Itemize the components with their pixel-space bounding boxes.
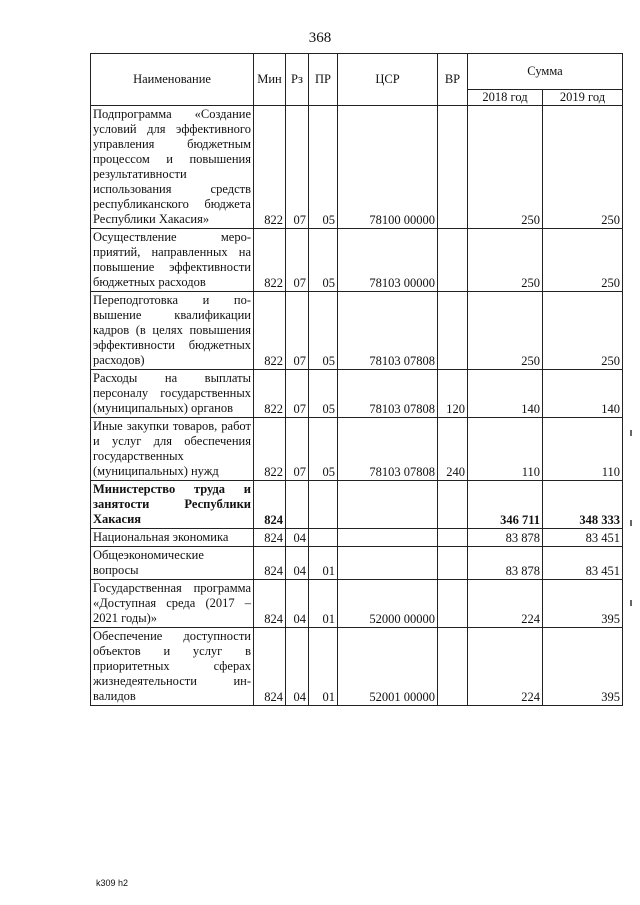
cell-vr: 240: [438, 418, 468, 481]
header-min: Мин: [254, 54, 286, 106]
cell-y2018: 83 878: [468, 547, 543, 580]
cell-y2019: 348 333: [543, 481, 623, 529]
table-header-row: [91, 54, 623, 90]
cell-y2018: 83 878: [468, 529, 543, 547]
cell-y2018: 110: [468, 418, 543, 481]
cell-pr: 01: [309, 547, 338, 580]
cell-y2019: 395: [543, 628, 623, 706]
budget-table: [90, 53, 623, 706]
cell-rz: 07: [286, 229, 309, 292]
header-pr: ПР: [309, 54, 338, 106]
table-row: [91, 628, 623, 706]
footer-code: k309 h2: [96, 878, 129, 888]
cell-csr: [338, 529, 438, 547]
cell-y2018: 224: [468, 580, 543, 628]
header-2018: 2018 год: [468, 90, 543, 106]
header-vr: ВР: [438, 54, 468, 106]
cell-vr: [438, 481, 468, 529]
cell-name: Министерство труда и занятости Республики Хакасия: [91, 481, 254, 529]
cell-csr: 78103 07808: [338, 292, 438, 370]
cell-min: 822: [254, 229, 286, 292]
cell-y2019: 250: [543, 292, 623, 370]
cell-rz: 04: [286, 547, 309, 580]
header-sum: Сумма: [468, 54, 623, 90]
cell-pr: 05: [309, 292, 338, 370]
table-row: [91, 418, 623, 481]
cell-name: Осуществление мероприятий, направленных на повышение эффективности бюджетных расходов: [91, 229, 254, 292]
cell-name: Национальная экономика: [91, 529, 254, 547]
cell-y2018: 250: [468, 292, 543, 370]
cell-csr: [338, 481, 438, 529]
cell-pr: 01: [309, 628, 338, 706]
cell-name: Обеспечение доступности объектов и услуг в приоритетных сферах жизнедеятельности инвалидов: [91, 628, 254, 706]
cell-y2019: 83 451: [543, 547, 623, 580]
cell-y2019: 395: [543, 580, 623, 628]
cell-csr: 78100 00000: [338, 106, 438, 229]
cell-name: Общеэкономические вопросы: [91, 547, 254, 580]
cell-csr: 78103 07808: [338, 418, 438, 481]
cell-min: 824: [254, 580, 286, 628]
cell-vr: [438, 106, 468, 229]
cell-min: 822: [254, 370, 286, 418]
cell-vr: [438, 529, 468, 547]
cell-pr: 05: [309, 418, 338, 481]
cell-rz: 04: [286, 628, 309, 706]
cell-min: 824: [254, 529, 286, 547]
cell-y2018: 346 711: [468, 481, 543, 529]
cell-min: 824: [254, 481, 286, 529]
cell-rz: [286, 481, 309, 529]
cell-csr: 78103 00000: [338, 229, 438, 292]
table-row: [91, 529, 623, 547]
cell-y2019: 140: [543, 370, 623, 418]
cell-name: Иные закупки товаров, работ и услуг для обеспечения государственных (муниципальных) нужд: [91, 418, 254, 481]
cell-min: 824: [254, 628, 286, 706]
cell-y2019: 83 451: [543, 529, 623, 547]
header-rz: Рз: [286, 54, 309, 106]
table-body: [91, 106, 623, 706]
table-row: [91, 229, 623, 292]
cell-csr: 52000 00000: [338, 580, 438, 628]
cell-name: Переподготовка и повышение квалификации кадров (в целях повышения эффективности бюджетных расходов): [91, 292, 254, 370]
cell-rz: 07: [286, 292, 309, 370]
table-row: [91, 580, 623, 628]
cell-vr: [438, 229, 468, 292]
cell-csr: 52001 00000: [338, 628, 438, 706]
cell-y2019: 110: [543, 418, 623, 481]
cell-pr: [309, 481, 338, 529]
cell-pr: 05: [309, 370, 338, 418]
cell-rz: 04: [286, 580, 309, 628]
cell-name: Расходы на выплаты персоналу государственных (муниципальных) органов: [91, 370, 254, 418]
page-number: 368: [308, 30, 332, 46]
cell-vr: [438, 547, 468, 580]
cell-y2018: 250: [468, 106, 543, 229]
table-row: [91, 481, 623, 529]
cell-y2018: 224: [468, 628, 543, 706]
cell-min: 822: [254, 418, 286, 481]
cell-pr: [309, 529, 338, 547]
cell-vr: [438, 292, 468, 370]
cell-vr: 120: [438, 370, 468, 418]
cell-csr: 78103 07808: [338, 370, 438, 418]
cell-min: 822: [254, 106, 286, 229]
cell-y2019: 250: [543, 106, 623, 229]
header-csr: ЦСР: [338, 54, 438, 106]
cell-vr: [438, 628, 468, 706]
cell-name: Подпрограмма «Создание условий для эффективного управления бюджетным процессом и повышения результативности использования средств республиканского бюджета Республики Хакасия»: [91, 106, 254, 229]
table-row: [91, 106, 623, 229]
cell-min: 822: [254, 292, 286, 370]
header-2019: 2019 год: [543, 90, 623, 106]
cell-pr: 05: [309, 106, 338, 229]
table-row: [91, 370, 623, 418]
cell-csr: [338, 547, 438, 580]
cell-y2018: 140: [468, 370, 543, 418]
cell-min: 824: [254, 547, 286, 580]
header-name: Наименование: [91, 54, 254, 106]
cell-rz: 07: [286, 106, 309, 229]
table-row: [91, 547, 623, 580]
cell-y2018: 250: [468, 229, 543, 292]
cell-rz: 04: [286, 529, 309, 547]
cell-rz: 07: [286, 370, 309, 418]
cell-rz: 07: [286, 418, 309, 481]
cell-pr: 01: [309, 580, 338, 628]
cell-name: Государственная программа «Доступная среда (2017 – 2021 годы)»: [91, 580, 254, 628]
cell-vr: [438, 580, 468, 628]
margin-mark: [630, 600, 632, 606]
cell-pr: 05: [309, 229, 338, 292]
margin-mark: [630, 430, 632, 436]
margin-mark: [630, 520, 632, 526]
cell-y2019: 250: [543, 229, 623, 292]
table-row: [91, 292, 623, 370]
